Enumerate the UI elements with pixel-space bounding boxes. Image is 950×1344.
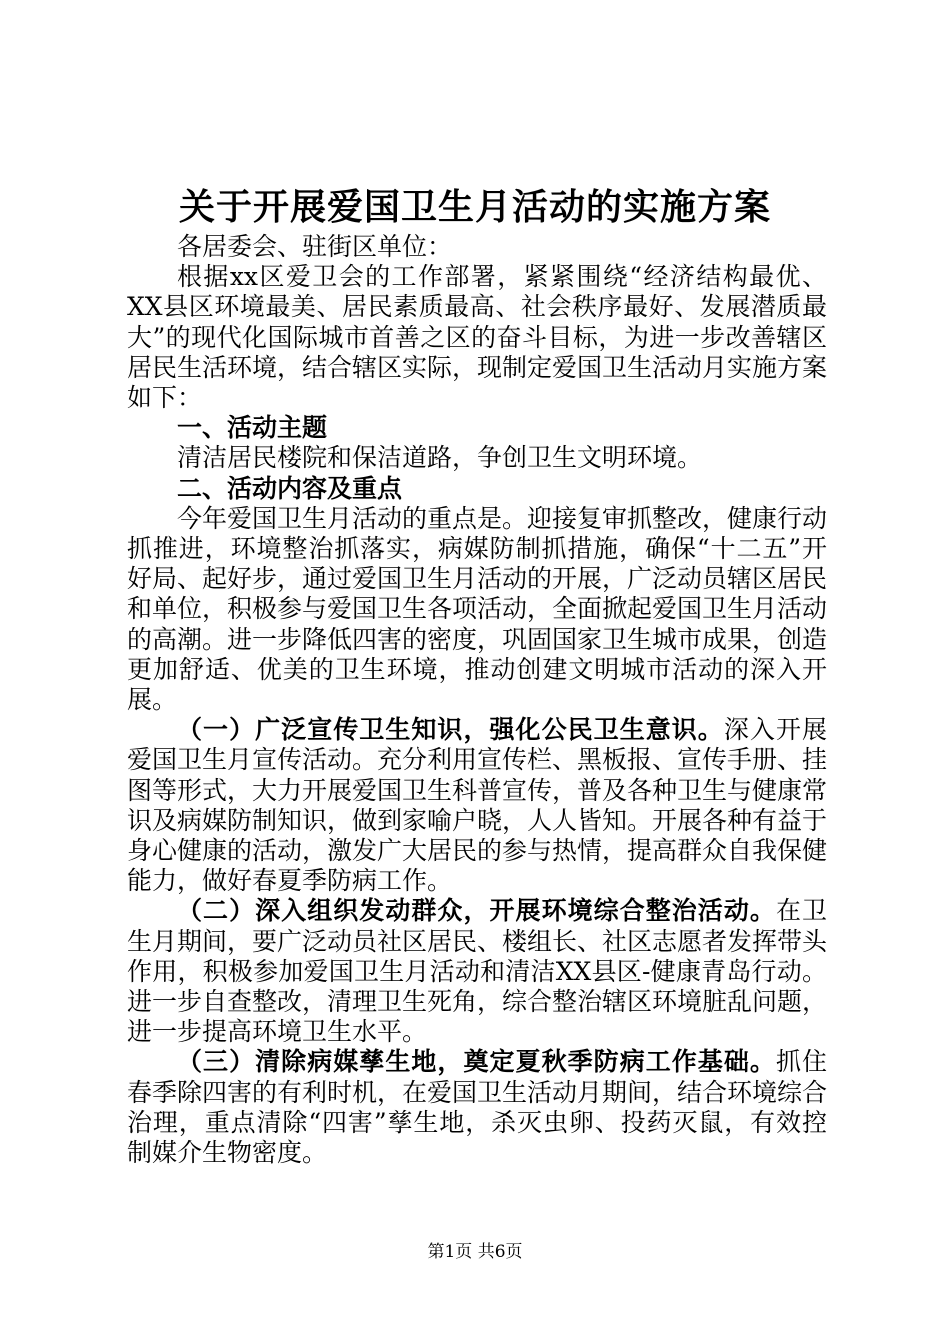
document-body — [127, 232, 827, 1168]
item-1-lead: （一）广泛宣传卫生知识，强化公民卫生意识。 — [177, 715, 724, 745]
intro-paragraph: 根据xx区爱卫会的工作部署，紧紧围绕“经济结构最优、XX县区环境最美、居民素质最高、社会秩序最好、发展潜质最大”的现代化国际城市首善之区的奋斗目标，为进一步改善辖区居民生活环境，结合辖区实际，现制定爱国卫生活动月实施方案如下： — [127, 262, 828, 413]
section-1-paragraph: 清洁居民楼院和保洁道路，争创卫生文明环境。 — [177, 443, 703, 473]
item-2-text: 在卫生月期间，要广泛动员社区居民、楼组长、社区志愿者发挥带头作用，积极参加爱国卫生月活动和清洁XX县区-健康青岛行动。进一步自查整改，清理卫生死角，综合整治辖区环境脏乱问题，进一步提高环境卫生水平。 — [127, 896, 828, 1047]
section-1-heading: 一、活动主题 — [177, 413, 328, 443]
page-number-footer: 第1页 共6页 — [427, 1242, 523, 1262]
item-3-text: 抓住春季除四害的有利时机，在爱国卫生活动月期间，结合环境综合治理，重点清除“四害”孳生地，杀灭虫卵、投药灭鼠，有效控制媒介生物密度。 — [127, 1047, 828, 1168]
salutation: 各居委会、驻街区单位： — [177, 232, 453, 261]
item-3-paragraph — [127, 1047, 827, 1168]
section-2-heading: 二、活动内容及重点 — [177, 473, 403, 503]
item-2-lead: （二）深入组织发动群众，开展环境综合整治活动。 — [177, 896, 776, 926]
item-1-text: 深入开展爱国卫生月宣传活动。充分利用宣传栏、黑板报、宣传手册、挂图等形式，大力开展爱国卫生科普宣传，普及各种卫生与健康常识及病媒防制知识，做到家喻户晓，人人皆知。开展各种有益于身心健康的活动，激发广大居民的参与热情，提高群众自我保健能力，做好春夏季防病工作。 — [127, 715, 828, 896]
item-2-paragraph — [127, 896, 827, 1047]
section-2-paragraph: 今年爱国卫生月活动的重点是。迎接复审抓整改，健康行动抓推进，环境整治抓落实，病媒防制抓措施，确保“十二五”开好局、起好步，通过爱国卫生月活动的开展，广泛动员辖区居民和单位，积极参与爱国卫生各项活动，全面掀起爱国卫生月活动的高潮。进一步降低四害的密度，巩固国家卫生城市成果，创造更加舒适、优美的卫生环境，推动创建文明城市活动的深入开展。 — [127, 503, 828, 715]
item-1-paragraph — [127, 715, 827, 896]
item-3-lead: （三）清除病媒孳生地，奠定夏秋季防病工作基础。 — [177, 1047, 776, 1077]
document-title: 关于开展爱国卫生月活动的实施方案 — [178, 187, 771, 228]
